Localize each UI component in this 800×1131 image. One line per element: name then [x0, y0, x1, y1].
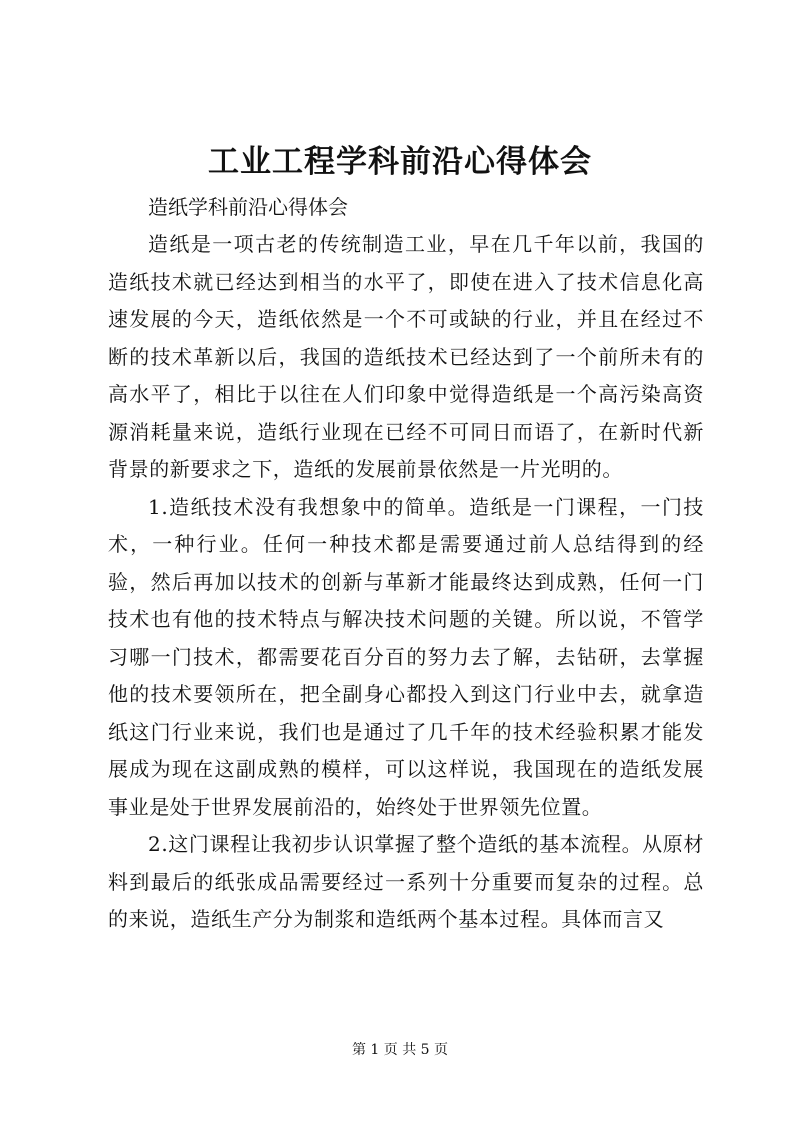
document-subtitle: 造纸学科前沿心得体会	[148, 195, 348, 219]
paragraph-intro: 造纸是一项古老的传统制造工业，早在几千年以前，我国的造纸技术就已经达到相当的水平了，即使在进入了技术信息化高速发展的今天，造纸依然是一个不可或缺的行业，并且在经过不断的技术革新以后，我国的造纸技术已经达到了一个前所未有的高水平了，相比于以往在人们印象中觉得造纸是一个高污染高资源消耗量来说，造纸行业现在已经不可同日而语了，在新时代新背景的新要求之下，造纸的发展前景依然是一片光明的。	[108, 232, 704, 481]
paragraph-point-2: 2.这门课程让我初步认识掌握了整个造纸的基本流程。从原材料到最后的纸张成品需要经过一系列十分重要而复杂的过程。总的来说，造纸生产分为制浆和造纸两个基本过程。具体而言又	[108, 832, 704, 931]
page-title: 工业工程学科前沿心得体会	[208, 144, 592, 180]
document-body	[108, 226, 704, 939]
page-number-footer: 第 1 页 共 5 页	[351, 1042, 449, 1058]
paragraph-point-1: 1.造纸技术没有我想象中的简单。造纸是一门课程，一门技术，一种行业。任何一种技术都是需要通过前人总结得到的经验，然后再加以技术的创新与革新才能最终达到成熟，任何一门技术也有他的技术特点与解决技术问题的关键。所以说，不管学习哪一门技术，都需要花百分百的努力去了解，去钻研，去掌握他的技术要领所在，把全副身心都投入到这门行业中去，就拿造纸这门行业来说，我们也是通过了几千年的技术经验积累才能发展成为现在这副成熟的模样，可以这样说，我国现在的造纸发展事业是处于世界发展前沿的，始终处于世界领先位置。	[108, 494, 704, 819]
